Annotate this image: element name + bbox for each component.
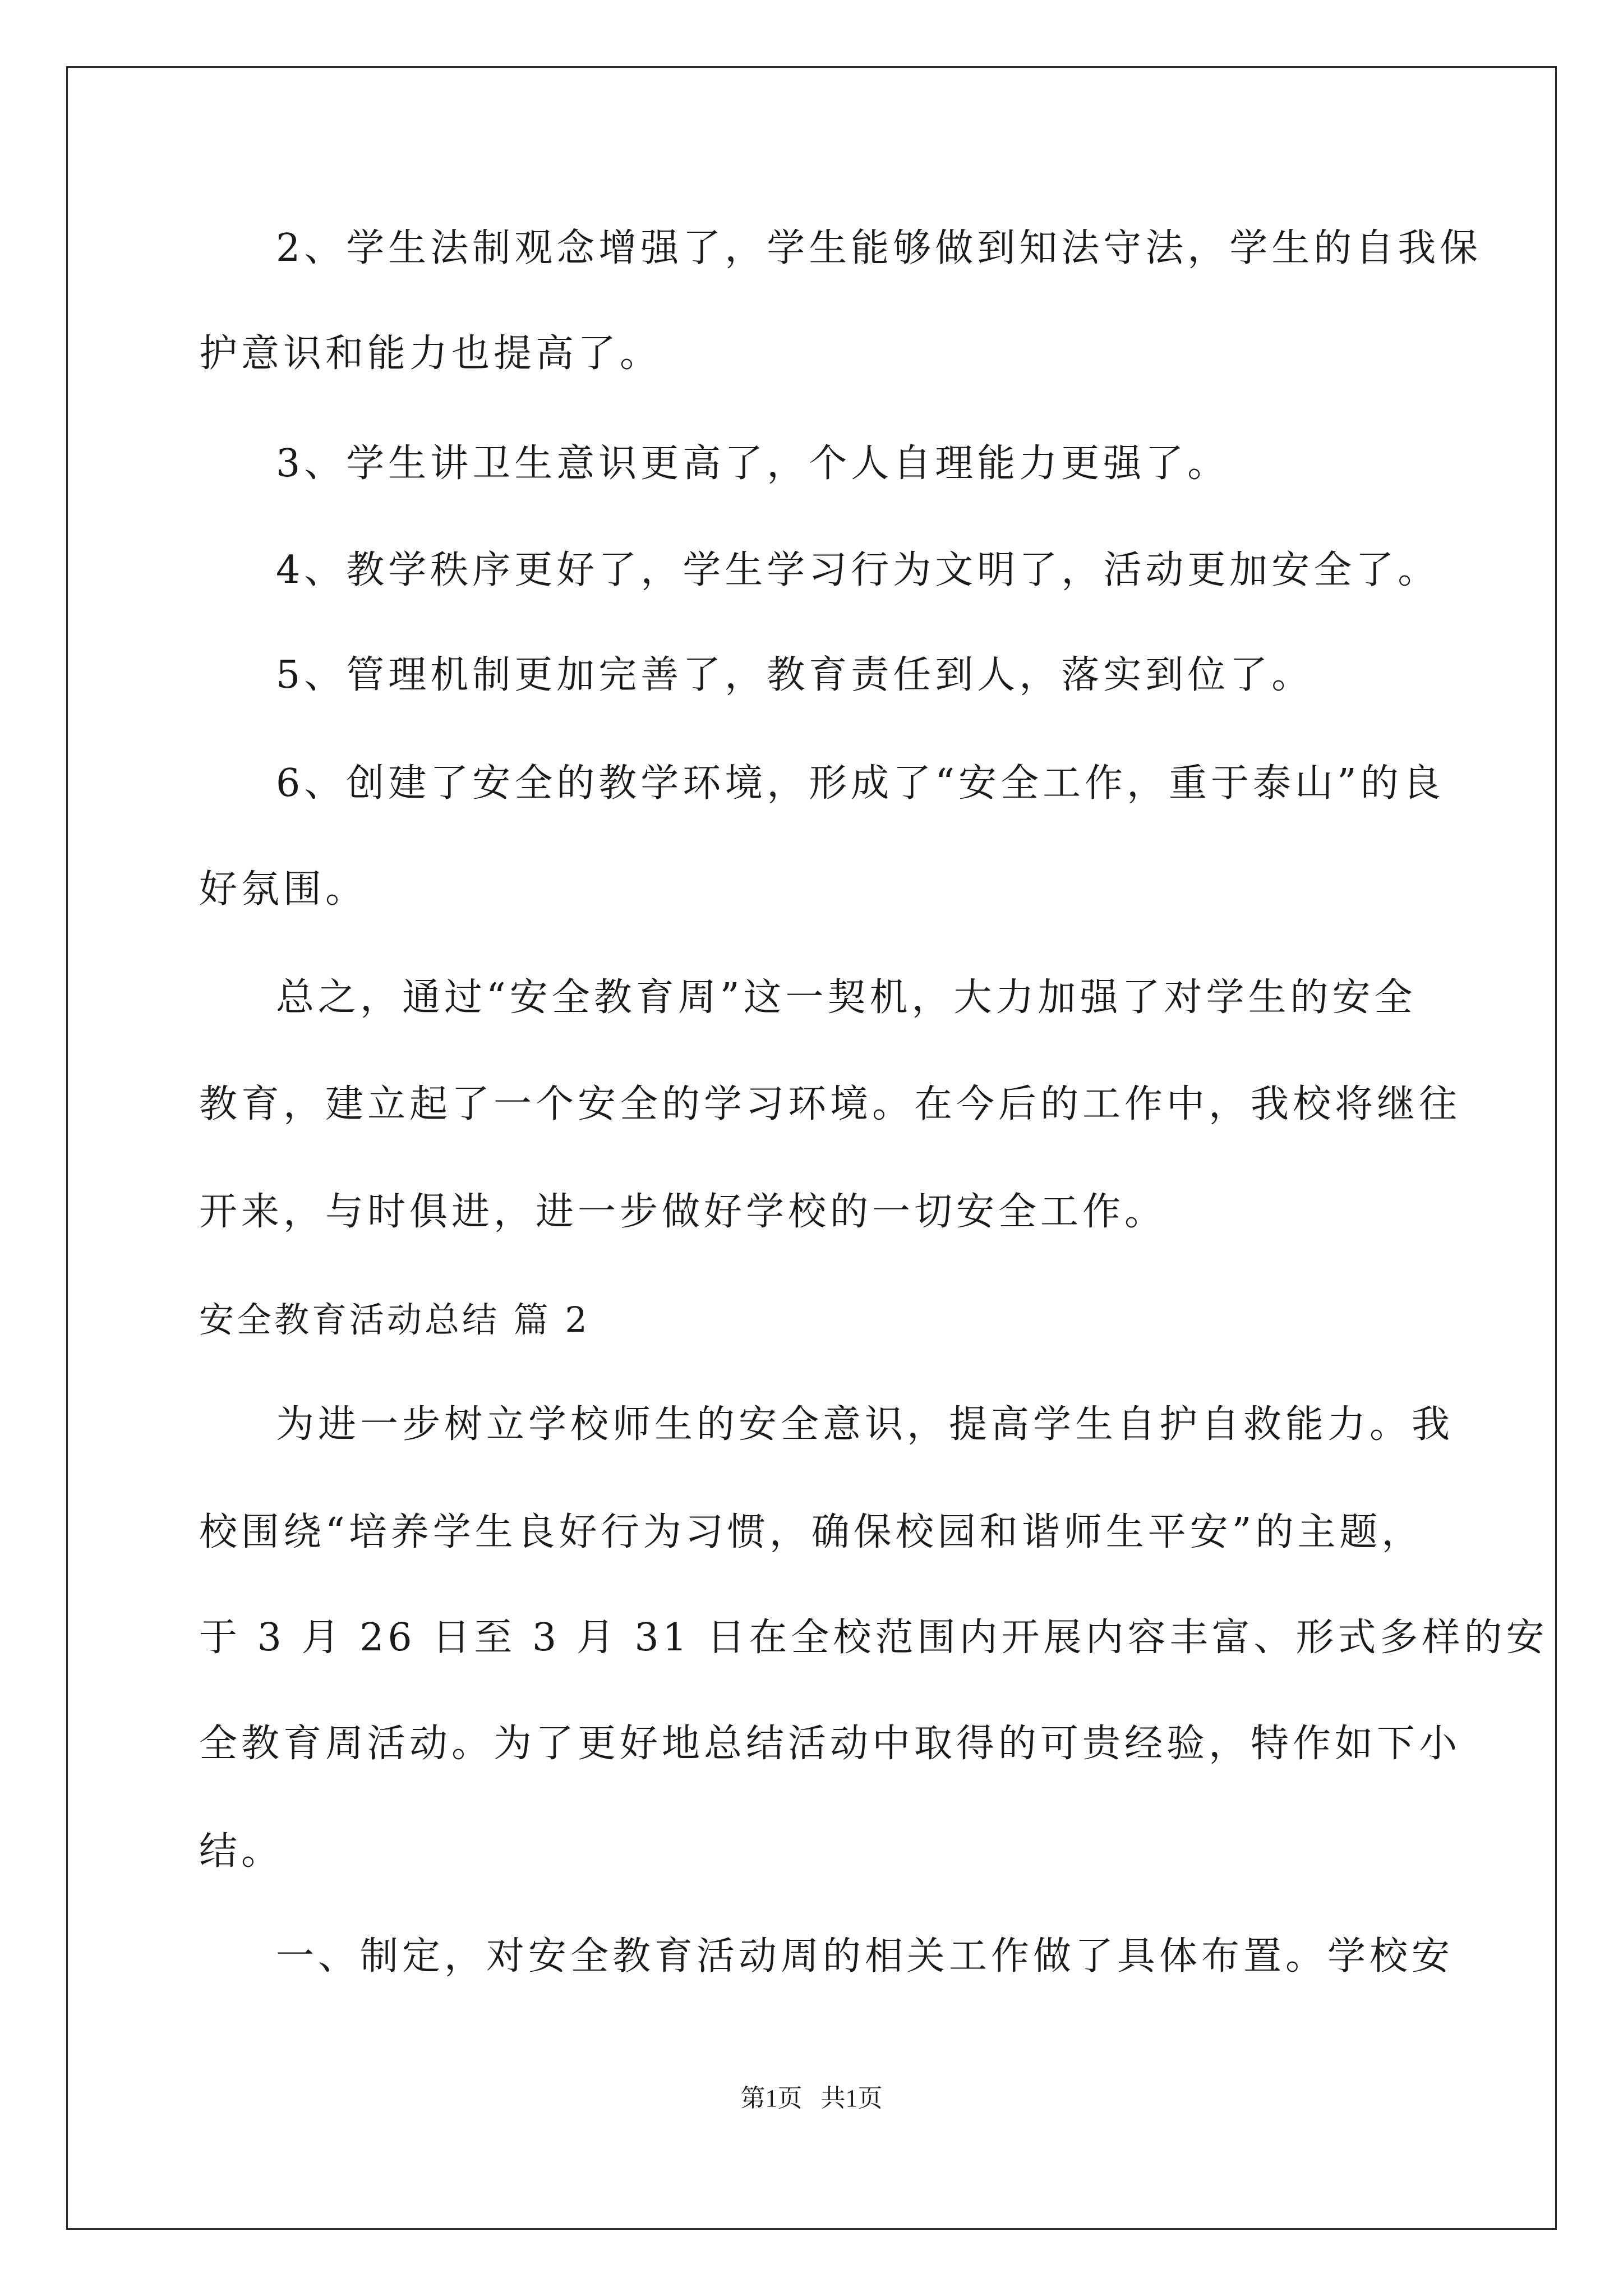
paragraph-line-8: 总之，通过“安全教育周”这一契机，大力加强了对学生的安全 (276, 976, 1417, 1020)
paragraph-line-15: 结。 (199, 1829, 284, 1874)
paragraph-line-9: 教育，建立起了一个安全的学习环境。在今后的工作中，我校将继往 (199, 1082, 1461, 1126)
paragraph-line-6: 6、创建了安全的教学环境，形成了“安全工作，重于泰山”的良 (276, 761, 1445, 806)
paragraph-line-16: 一、制定，对安全教育活动周的相关工作做了具体布置。学校安 (276, 1934, 1454, 1978)
paragraph-line-1: 2、学生法制观念增强了，学生能够做到知法守法，学生的自我保 (276, 226, 1482, 270)
paragraph-line-7: 好氛围。 (199, 867, 368, 912)
paragraph-line-13: 于 3 月 26 日至 3 月 31 日在全校范围内开展内容丰富、形式多样的安 (199, 1616, 1548, 1660)
page-number-footer: 第1页 共1页 (740, 2085, 883, 2112)
paragraph-line-4: 4、教学秩序更好了，学生学习行为文明了，活动更加安全了。 (276, 548, 1440, 592)
paragraph-line-2: 护意识和能力也提高了。 (199, 332, 662, 376)
paragraph-line-5: 5、管理机制更加完善了，教育责任到人，落实到位了。 (276, 653, 1314, 697)
paragraph-line-11: 为进一步树立学校师生的安全意识，提高学生自护自救能力。我 (276, 1402, 1454, 1447)
paragraph-line-12: 校围绕“培养学生良好行为习惯，确保校园和谐师生平安”的主题， (199, 1510, 1424, 1554)
paragraph-line-10: 开来，与时俱进，进一步做好学校的一切安全工作。 (199, 1190, 1167, 1234)
page-border (66, 66, 1557, 2230)
paragraph-line-14: 全教育周活动。为了更好地总结活动中取得的可贵经验，特作如下小 (199, 1722, 1461, 1766)
paragraph-line-3: 3、学生讲卫生意识更高了，个人自理能力更强了。 (276, 441, 1230, 486)
section-heading: 安全教育活动总结 篇 2 (199, 1299, 590, 1340)
